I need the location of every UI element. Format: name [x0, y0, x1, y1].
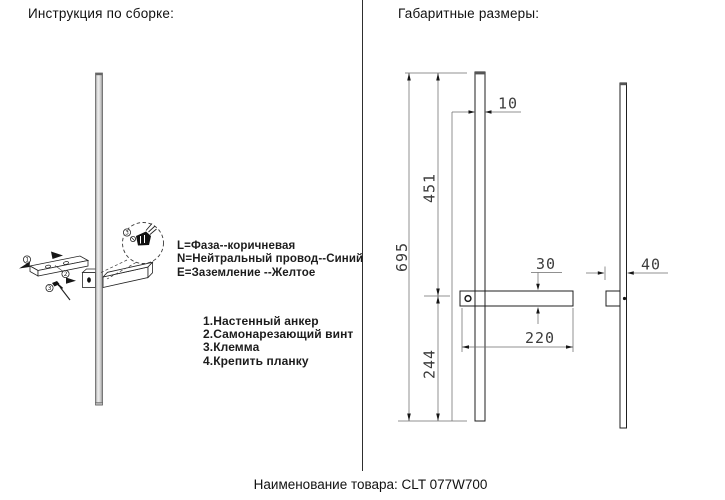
parts-list-item-3: 3.Клемма — [203, 340, 260, 355]
terminal-dot — [87, 277, 91, 282]
dim-total-height — [393, 73, 411, 421]
side-screw-dot — [623, 297, 626, 300]
dim-upper-height — [421, 73, 440, 296]
wire-legend — [177, 240, 363, 280]
wire-legend-line-ground: E=Заземление --Желтое — [177, 266, 316, 279]
lamp-bar-front — [475, 72, 485, 421]
product-name-footer: Наименование товара: CLT 077W700 — [253, 477, 488, 492]
side-view-drawing — [586, 83, 668, 428]
insert-arrow — [51, 252, 63, 260]
dim-upper-height-label: 451 — [420, 172, 439, 204]
dim-bar-width — [452, 95, 521, 114]
callout-screw-number: 2 — [63, 271, 68, 279]
parts-list — [203, 315, 353, 368]
dim-bracket-height-label: 30 — [535, 255, 557, 273]
parts-list-item-4: 4.Крепить планку — [203, 353, 309, 368]
parts-list-item-2: 2.Самонарезающий винт — [203, 327, 354, 342]
mount-arrow — [66, 278, 76, 284]
lamp-bar-side — [620, 83, 627, 428]
dim-lower-height — [421, 296, 440, 421]
wall-plate — [30, 256, 88, 279]
front-view-drawing — [393, 72, 573, 421]
wire-clamp-icon — [136, 232, 151, 246]
overall-dimensions-title: Габаритные размеры: — [398, 6, 540, 21]
dim-bar-width-label: 10 — [497, 94, 519, 113]
callout-clamp-number: 3 — [47, 285, 52, 293]
callout-clamp — [46, 284, 53, 292]
callout-screw — [62, 270, 69, 278]
callout-anchor-number: 1 — [25, 256, 29, 264]
assembly-instructions-title: Инструкция по сборке: — [28, 6, 175, 21]
parts-list-item-1: 1.Настенный анкер — [203, 314, 319, 328]
dim-bracket-height — [531, 255, 562, 324]
screw-icon — [52, 281, 70, 300]
mount-hole — [465, 296, 471, 302]
lamp-bar — [96, 73, 103, 405]
dim-lower-height-label: 244 — [420, 348, 439, 380]
callout-anchor — [23, 256, 30, 264]
dim-bracket-length-label: 220 — [524, 329, 556, 347]
callout-clamp-detail-number: 3 — [125, 229, 129, 237]
dim-total-height-label: 695 — [393, 241, 411, 273]
dim-depth-label: 40 — [640, 255, 662, 274]
wire-legend-line-neutral: N=Нейтральный провод--Синий — [177, 253, 364, 266]
bracket-block-side — [606, 291, 621, 306]
wire-legend-line-phase: L=Фаза--коричневая — [177, 240, 296, 252]
assembly-drawing — [19, 73, 164, 405]
